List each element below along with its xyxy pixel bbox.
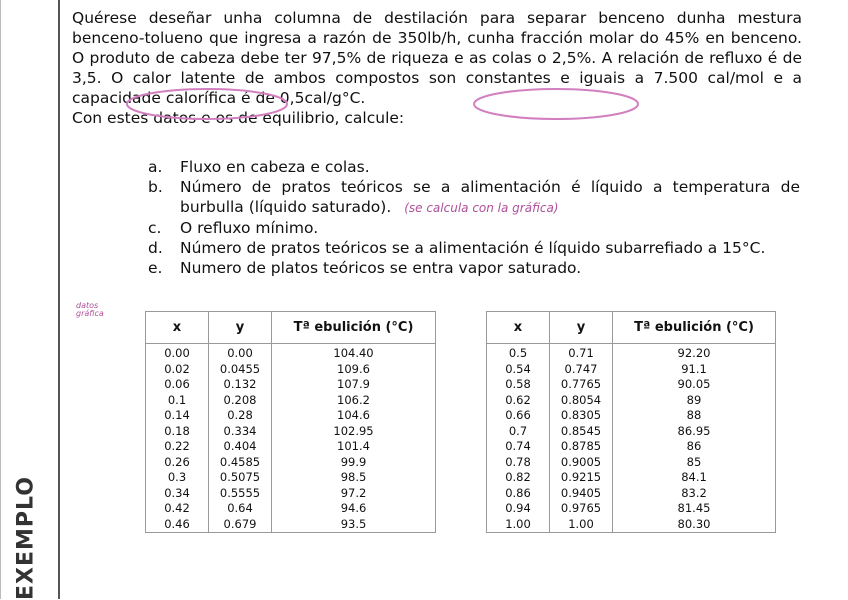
table-row [146,393,436,409]
cell-temperature: 90.05 [613,377,776,393]
header-x: x [487,312,550,344]
side-label-text: EXEMPLO [13,476,39,600]
table-row [146,455,436,471]
cell-x: 0.18 [146,424,209,440]
table-row [487,517,776,533]
cell-x: 0.3 [146,470,209,486]
cell-y: 0.7765 [550,377,613,393]
header-x: x [146,312,209,344]
cell-x: 0.74 [487,439,550,455]
cell-temperature: 88 [613,408,776,424]
cell-x: 0.58 [487,377,550,393]
question-marker: e. [148,259,163,277]
question-marker: a. [148,158,163,176]
cell-y: 0.679 [209,517,272,533]
question-marker: b. [148,178,163,196]
cell-temperature: 107.9 [272,377,436,393]
cell-y: 0.0455 [209,362,272,378]
cell-y: 0.747 [550,362,613,378]
cell-temperature: 83.2 [613,486,776,502]
cell-temperature: 86.95 [613,424,776,440]
cell-x: 0.7 [487,424,550,440]
side-label [6,476,46,600]
table-row [146,470,436,486]
cell-y: 0.9405 [550,486,613,502]
cell-temperature: 104.6 [272,408,436,424]
table-row [487,424,776,440]
cell-x: 0.26 [146,455,209,471]
table-row [487,377,776,393]
cell-y: 0.71 [550,344,613,362]
cell-temperature: 106.2 [272,393,436,409]
cell-y: 0.334 [209,424,272,440]
cell-x: 0.06 [146,377,209,393]
table-row [487,439,776,455]
table-row [146,439,436,455]
cell-temperature: 102.95 [272,424,436,440]
question-d [148,238,800,258]
cell-temperature: 89 [613,393,776,409]
cell-y: 0.28 [209,408,272,424]
table-row [146,486,436,502]
cell-temperature: 109.6 [272,362,436,378]
cell-y: 0.00 [209,344,272,362]
cell-x: 0.34 [146,486,209,502]
cell-temperature: 104.40 [272,344,436,362]
header-y: y [550,312,613,344]
cell-y: 0.5075 [209,470,272,486]
cell-temperature: 97.2 [272,486,436,502]
cell-y: 0.9005 [550,455,613,471]
cell-y: 0.132 [209,377,272,393]
cell-y: 0.8785 [550,439,613,455]
cell-x: 0.14 [146,408,209,424]
table-row [487,344,776,362]
cell-temperature: 93.5 [272,517,436,533]
header-temperature: Tª ebulición (°C) [272,312,436,344]
cell-temperature: 85 [613,455,776,471]
cell-y: 0.8054 [550,393,613,409]
cell-x: 0.54 [487,362,550,378]
question-text: Número de pratos teóricos se a alimentación é líquido a temperatura de burbulla (líquido saturado). [180,178,800,216]
cell-y: 0.404 [209,439,272,455]
table-row [146,362,436,378]
cell-temperature: 99.9 [272,455,436,471]
header-y: y [209,312,272,344]
question-marker: c. [148,219,162,237]
cell-temperature: 98.5 [272,470,436,486]
cell-x: 0.5 [487,344,550,362]
cell-y: 0.208 [209,393,272,409]
cell-x: 0.62 [487,393,550,409]
cell-y: 1.00 [550,517,613,533]
cell-y: 0.9765 [550,501,613,517]
table-row [146,377,436,393]
table-row [487,486,776,502]
header-temperature: Tª ebulición (°C) [613,312,776,344]
cell-y: 0.8305 [550,408,613,424]
cell-y: 0.8545 [550,424,613,440]
table-row [487,455,776,471]
cell-temperature: 81.45 [613,501,776,517]
table-row [487,470,776,486]
problem-statement [72,8,802,128]
cell-y: 0.9215 [550,470,613,486]
cell-y: 0.4585 [209,455,272,471]
cell-temperature: 101.4 [272,439,436,455]
question-e [148,258,800,278]
handwritten-note-b: (se calcula con la gráfica) [404,201,559,215]
cell-temperature: 86 [613,439,776,455]
cell-x: 0.1 [146,393,209,409]
table-row [146,424,436,440]
table-row [146,408,436,424]
question-text: Numero de platos teóricos se entra vapor saturado. [180,259,582,277]
cell-temperature: 84.1 [613,470,776,486]
question-text: O refluxo mínimo. [180,219,319,237]
cell-x: 0.94 [487,501,550,517]
cell-y: 0.64 [209,501,272,517]
table-row [487,501,776,517]
table-row [487,393,776,409]
question-b [148,177,800,218]
handwritten-side-note: datos gráfica [76,301,104,318]
cell-x: 0.66 [487,408,550,424]
cell-temperature: 92.20 [613,344,776,362]
cell-x: 0.42 [146,501,209,517]
cell-x: 0.86 [487,486,550,502]
cell-x: 0.02 [146,362,209,378]
table-row [146,344,436,362]
question-marker: d. [148,239,163,257]
question-c [148,218,800,238]
table-row [487,408,776,424]
question-a [148,157,800,177]
cell-temperature: 80.30 [613,517,776,533]
cell-x: 0.00 [146,344,209,362]
cell-x: 0.22 [146,439,209,455]
equilibrium-table-right [486,311,776,533]
table-row [146,501,436,517]
table-row [487,362,776,378]
cell-x: 0.46 [146,517,209,533]
problem-instruction: Con estes datos e os de equilibrio, calcule: [72,109,405,127]
question-text: Número de pratos teóricos se a alimentación é líquido subarrefiado a 15°C. [180,239,766,257]
cell-x: 0.78 [487,455,550,471]
cell-x: 0.82 [487,470,550,486]
problem-paragraph: Quérese deseñar unha columna de destilación para separar benceno dunha mestura benceno-tolueno que ingresa a razón de 350lb/h, cunha fracción molar do 45% en benceno. O produto de cabeza debe ter 97,5% de riqueza e as colas o 2,5%. A relación de refluxo é de 3,5. O calor latente de ambos compostos son constantes e iguais a 7.500 cal/mol e a capacidade calorífica é de 0,5cal/g°C. [72,9,802,107]
question-list [148,157,800,278]
table-row [146,517,436,533]
equilibrium-table-left [145,311,436,533]
cell-temperature: 91.1 [613,362,776,378]
cell-x: 1.00 [487,517,550,533]
side-bar [0,0,60,599]
cell-temperature: 94.6 [272,501,436,517]
cell-y: 0.5555 [209,486,272,502]
question-text: Fluxo en cabeza e colas. [180,158,370,176]
